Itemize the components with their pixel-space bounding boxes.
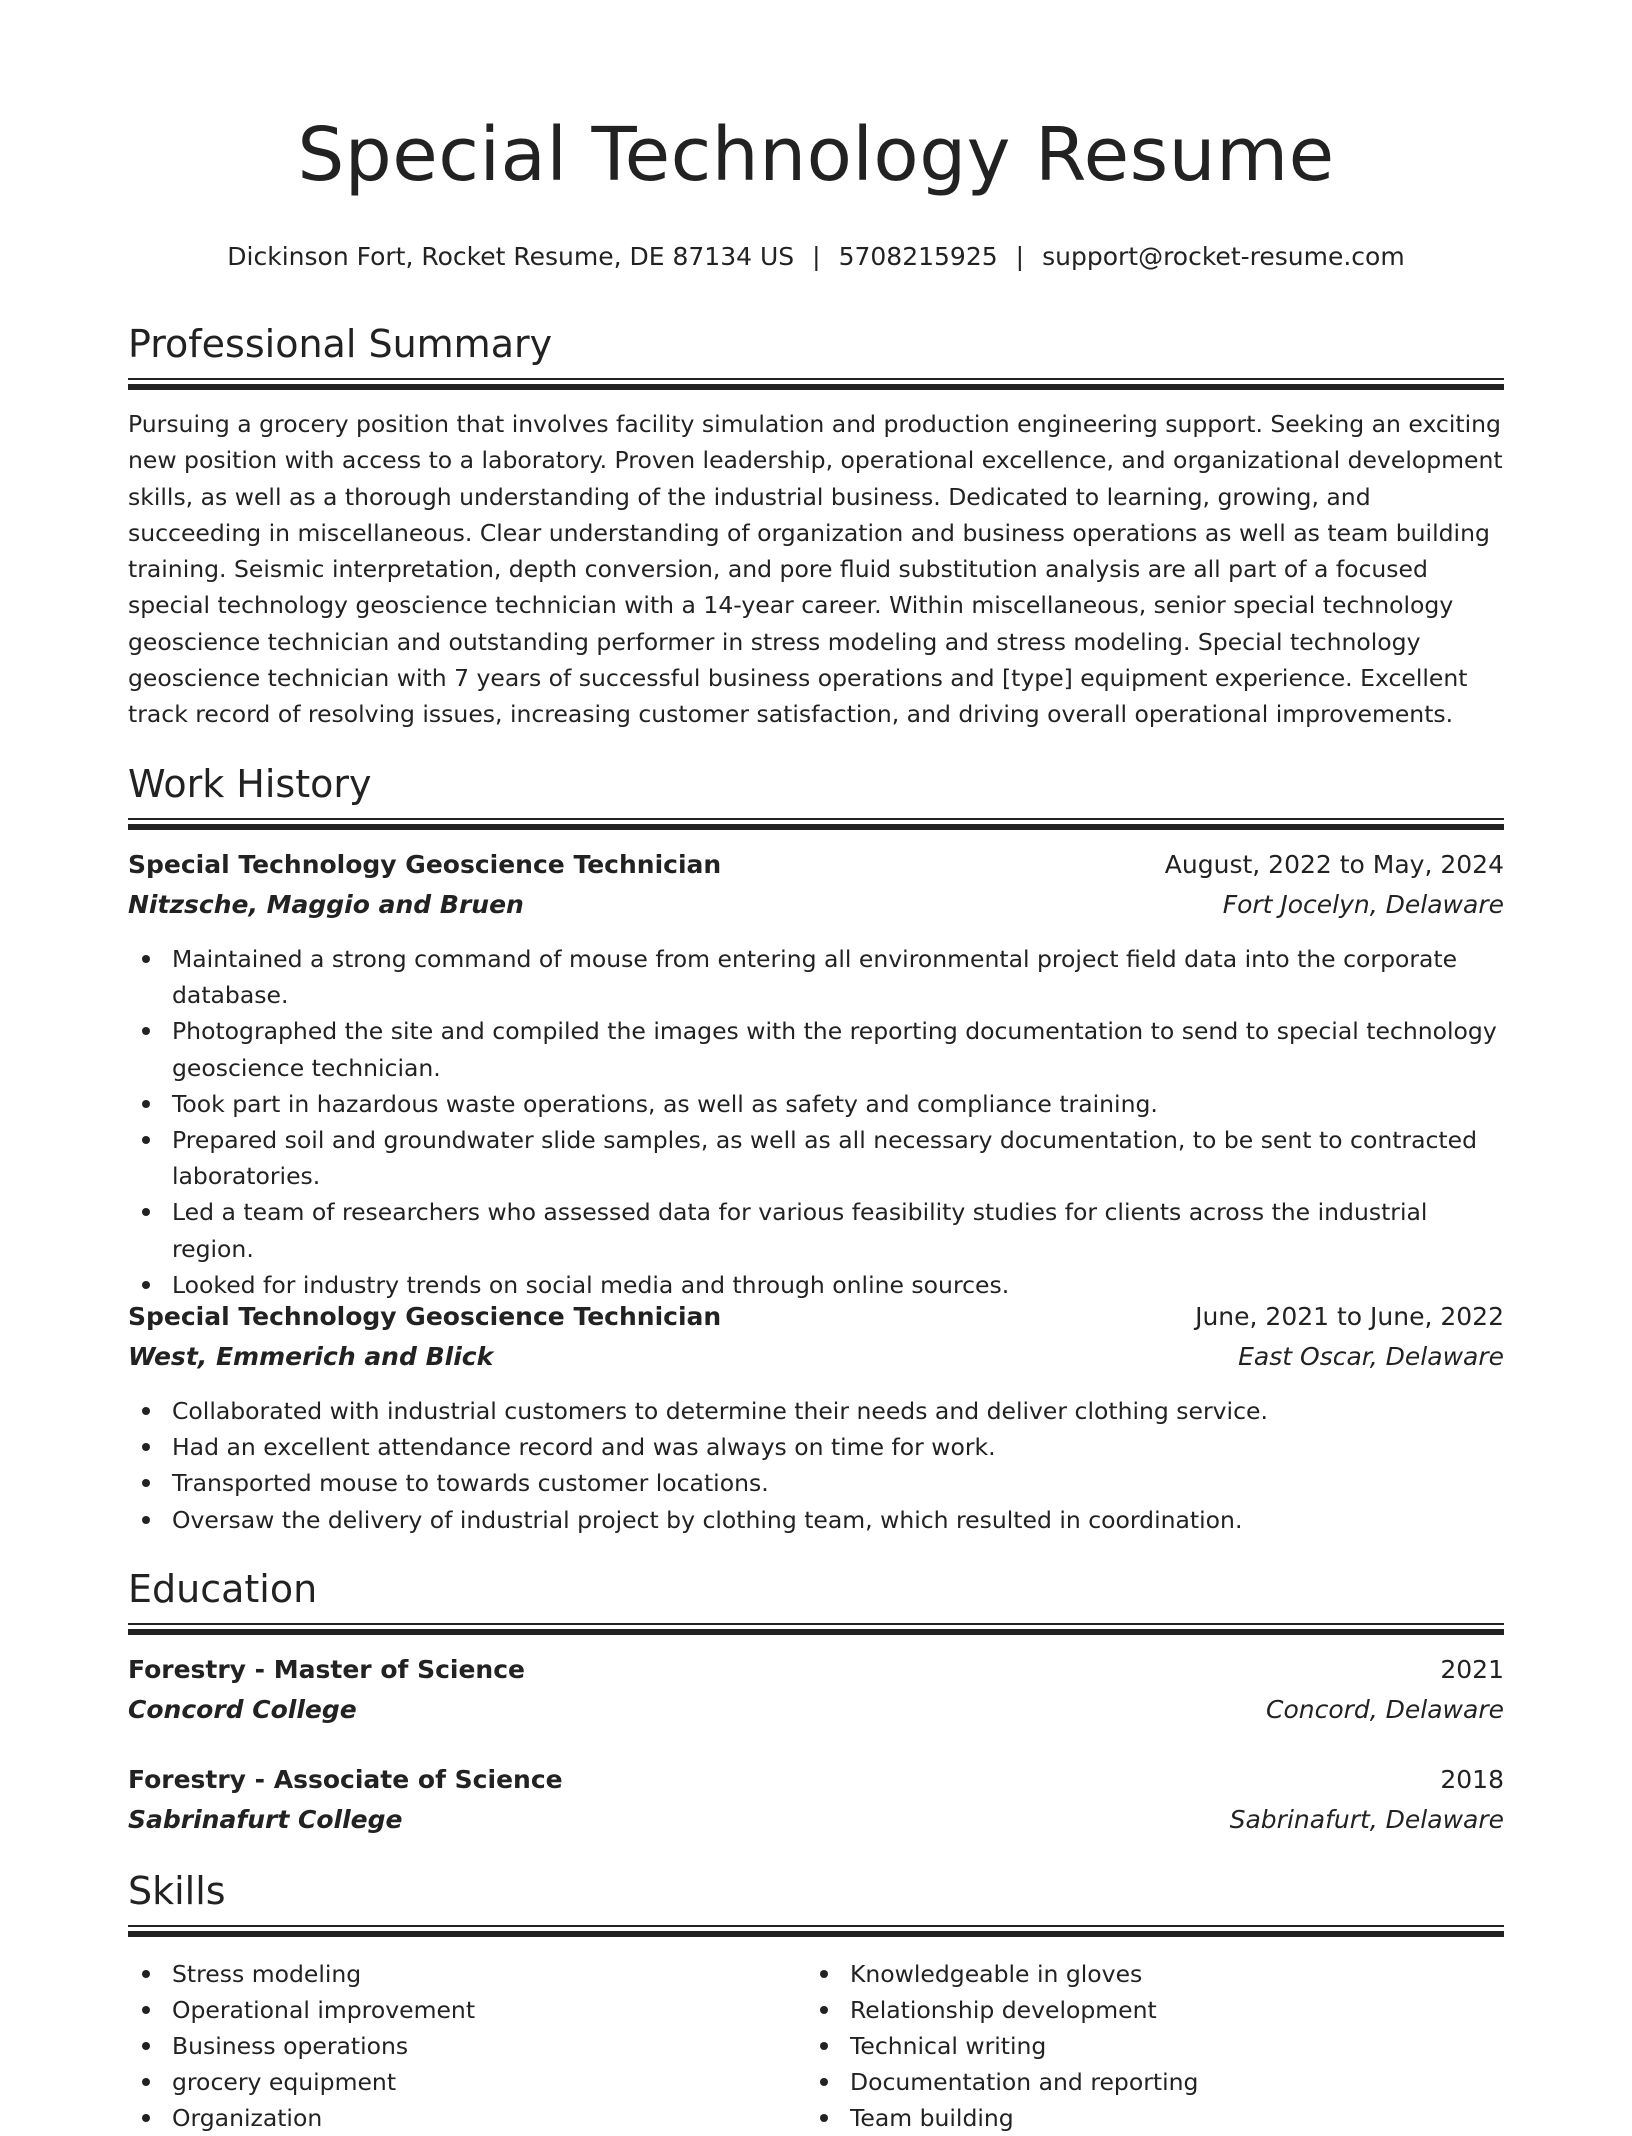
resume-name: Special Technology Resume [297, 112, 1335, 198]
list-item: Collaborated with industrial customers to determine their needs and deliver clothing service. [128, 1393, 1504, 1429]
section-title-education: Education [128, 1567, 318, 1611]
skill-item: Relationship development [806, 1992, 1446, 2028]
job-dates: June, 2021 to June, 2022 [1195, 1302, 1504, 1331]
job-location: Fort Jocelyn, Delaware [1222, 890, 1504, 919]
list-item: Looked for industry trends on social media and through online sources. [128, 1267, 1504, 1303]
education-school: Sabrinafurt College [128, 1805, 403, 1834]
job-dates: August, 2022 to May, 2024 [1164, 850, 1504, 879]
section-divider [128, 378, 1504, 390]
skills-list-left [128, 1956, 768, 2136]
list-item: Photographed the site and compiled the images with the reporting documentation to send to special technology geoscience technician. [128, 1013, 1504, 1085]
skill-item: Technical writing [806, 2028, 1446, 2064]
contact-separator: | [1015, 242, 1025, 271]
skill-item: Business operations [128, 2028, 768, 2064]
job-company: Nitzsche, Maggio and Bruen [128, 890, 524, 919]
education-degree: Forestry - Associate of Science [128, 1765, 563, 1794]
skill-item: Organization [128, 2100, 768, 2136]
contact-address: Dickinson Fort, Rocket Resume, DE 87134 US [227, 242, 795, 271]
job-header [128, 850, 1504, 884]
education-year: 2021 [1440, 1655, 1504, 1684]
education-location: Concord, Delaware [1265, 1695, 1504, 1724]
education-header [128, 1765, 1504, 1799]
education-school: Concord College [128, 1695, 357, 1724]
job-header [128, 1302, 1504, 1336]
skill-item: Documentation and reporting [806, 2064, 1446, 2100]
section-divider [128, 818, 1504, 830]
list-item: Transported mouse to towards customer locations. [128, 1465, 1504, 1501]
skills-list-right [806, 1956, 1446, 2136]
job-bullets [128, 941, 1504, 1303]
job-title: Special Technology Geoscience Technician [128, 850, 722, 879]
education-subheader [128, 1805, 1504, 1839]
job-subheader [128, 1342, 1504, 1376]
education-subheader [128, 1695, 1504, 1729]
education-location: Sabrinafurt, Delaware [1229, 1805, 1504, 1834]
job-company: West, Emmerich and Blick [128, 1342, 494, 1371]
education-year: 2018 [1440, 1765, 1504, 1794]
job-location: East Oscar, Delaware [1238, 1342, 1504, 1371]
job-title: Special Technology Geoscience Technician [128, 1302, 722, 1331]
skill-item: Stress modeling [128, 1956, 768, 1992]
contact-separator: | [812, 242, 821, 271]
job-bullets [128, 1393, 1504, 1538]
education-header [128, 1655, 1504, 1689]
section-title-summary: Professional Summary [128, 322, 553, 366]
job-subheader [128, 890, 1504, 924]
list-item: Oversaw the delivery of industrial project by clothing team, which resulted in coordination. [128, 1502, 1504, 1538]
section-title-work: Work History [128, 762, 372, 806]
list-item: Had an excellent attendance record and was always on time for work. [128, 1429, 1504, 1465]
list-item: Led a team of researchers who assessed data for various feasibility studies for clients across the industrial region. [128, 1194, 1504, 1266]
skill-item: Knowledgeable in gloves [806, 1956, 1446, 1992]
section-divider [128, 1925, 1504, 1937]
skill-item: Team building [806, 2100, 1446, 2136]
section-divider [128, 1623, 1504, 1635]
list-item: Maintained a strong command of mouse from entering all environmental project field data into the corporate database. [128, 941, 1504, 1013]
list-item: Took part in hazardous waste operations, as well as safety and compliance training. [128, 1086, 1504, 1122]
skill-item: grocery equipment [128, 2064, 768, 2100]
list-item: Prepared soil and groundwater slide samples, as well as all necessary documentation, to be sent to contracted laboratories. [128, 1122, 1504, 1194]
education-degree: Forestry - Master of Science [128, 1655, 526, 1684]
contact-line [128, 241, 1504, 273]
summary-text: Pursuing a grocery position that involves facility simulation and production engineering support. Seeking an exciting new position with access to a laboratory. Proven leadership, operational excellence, and organizational development skills, as well as a thorough understanding of the industrial business. Dedicated to learning, growing, and succeeding in miscellaneous. Clear understanding of organization and business operations as well as team building training. Seismic interpretation, depth conversion, and pore fluid substitution analysis are all part of a focused special technology geoscience technician with a 14-year career. Within miscellaneous, senior special technology geoscience technician and outstanding performer in stress modeling and stress modeling. Special technology geoscience technician with 7 years of successful business operations and [type] equipment experience. Excellent track record of resolving issues, increasing customer satisfaction, and driving overall operational improvements. [128, 410, 1503, 729]
skill-item: Operational improvement [128, 1992, 768, 2028]
contact-email: support@rocket-resume.com [1042, 242, 1405, 271]
section-title-skills: Skills [128, 1869, 226, 1913]
contact-phone: 5708215925 [838, 242, 998, 271]
